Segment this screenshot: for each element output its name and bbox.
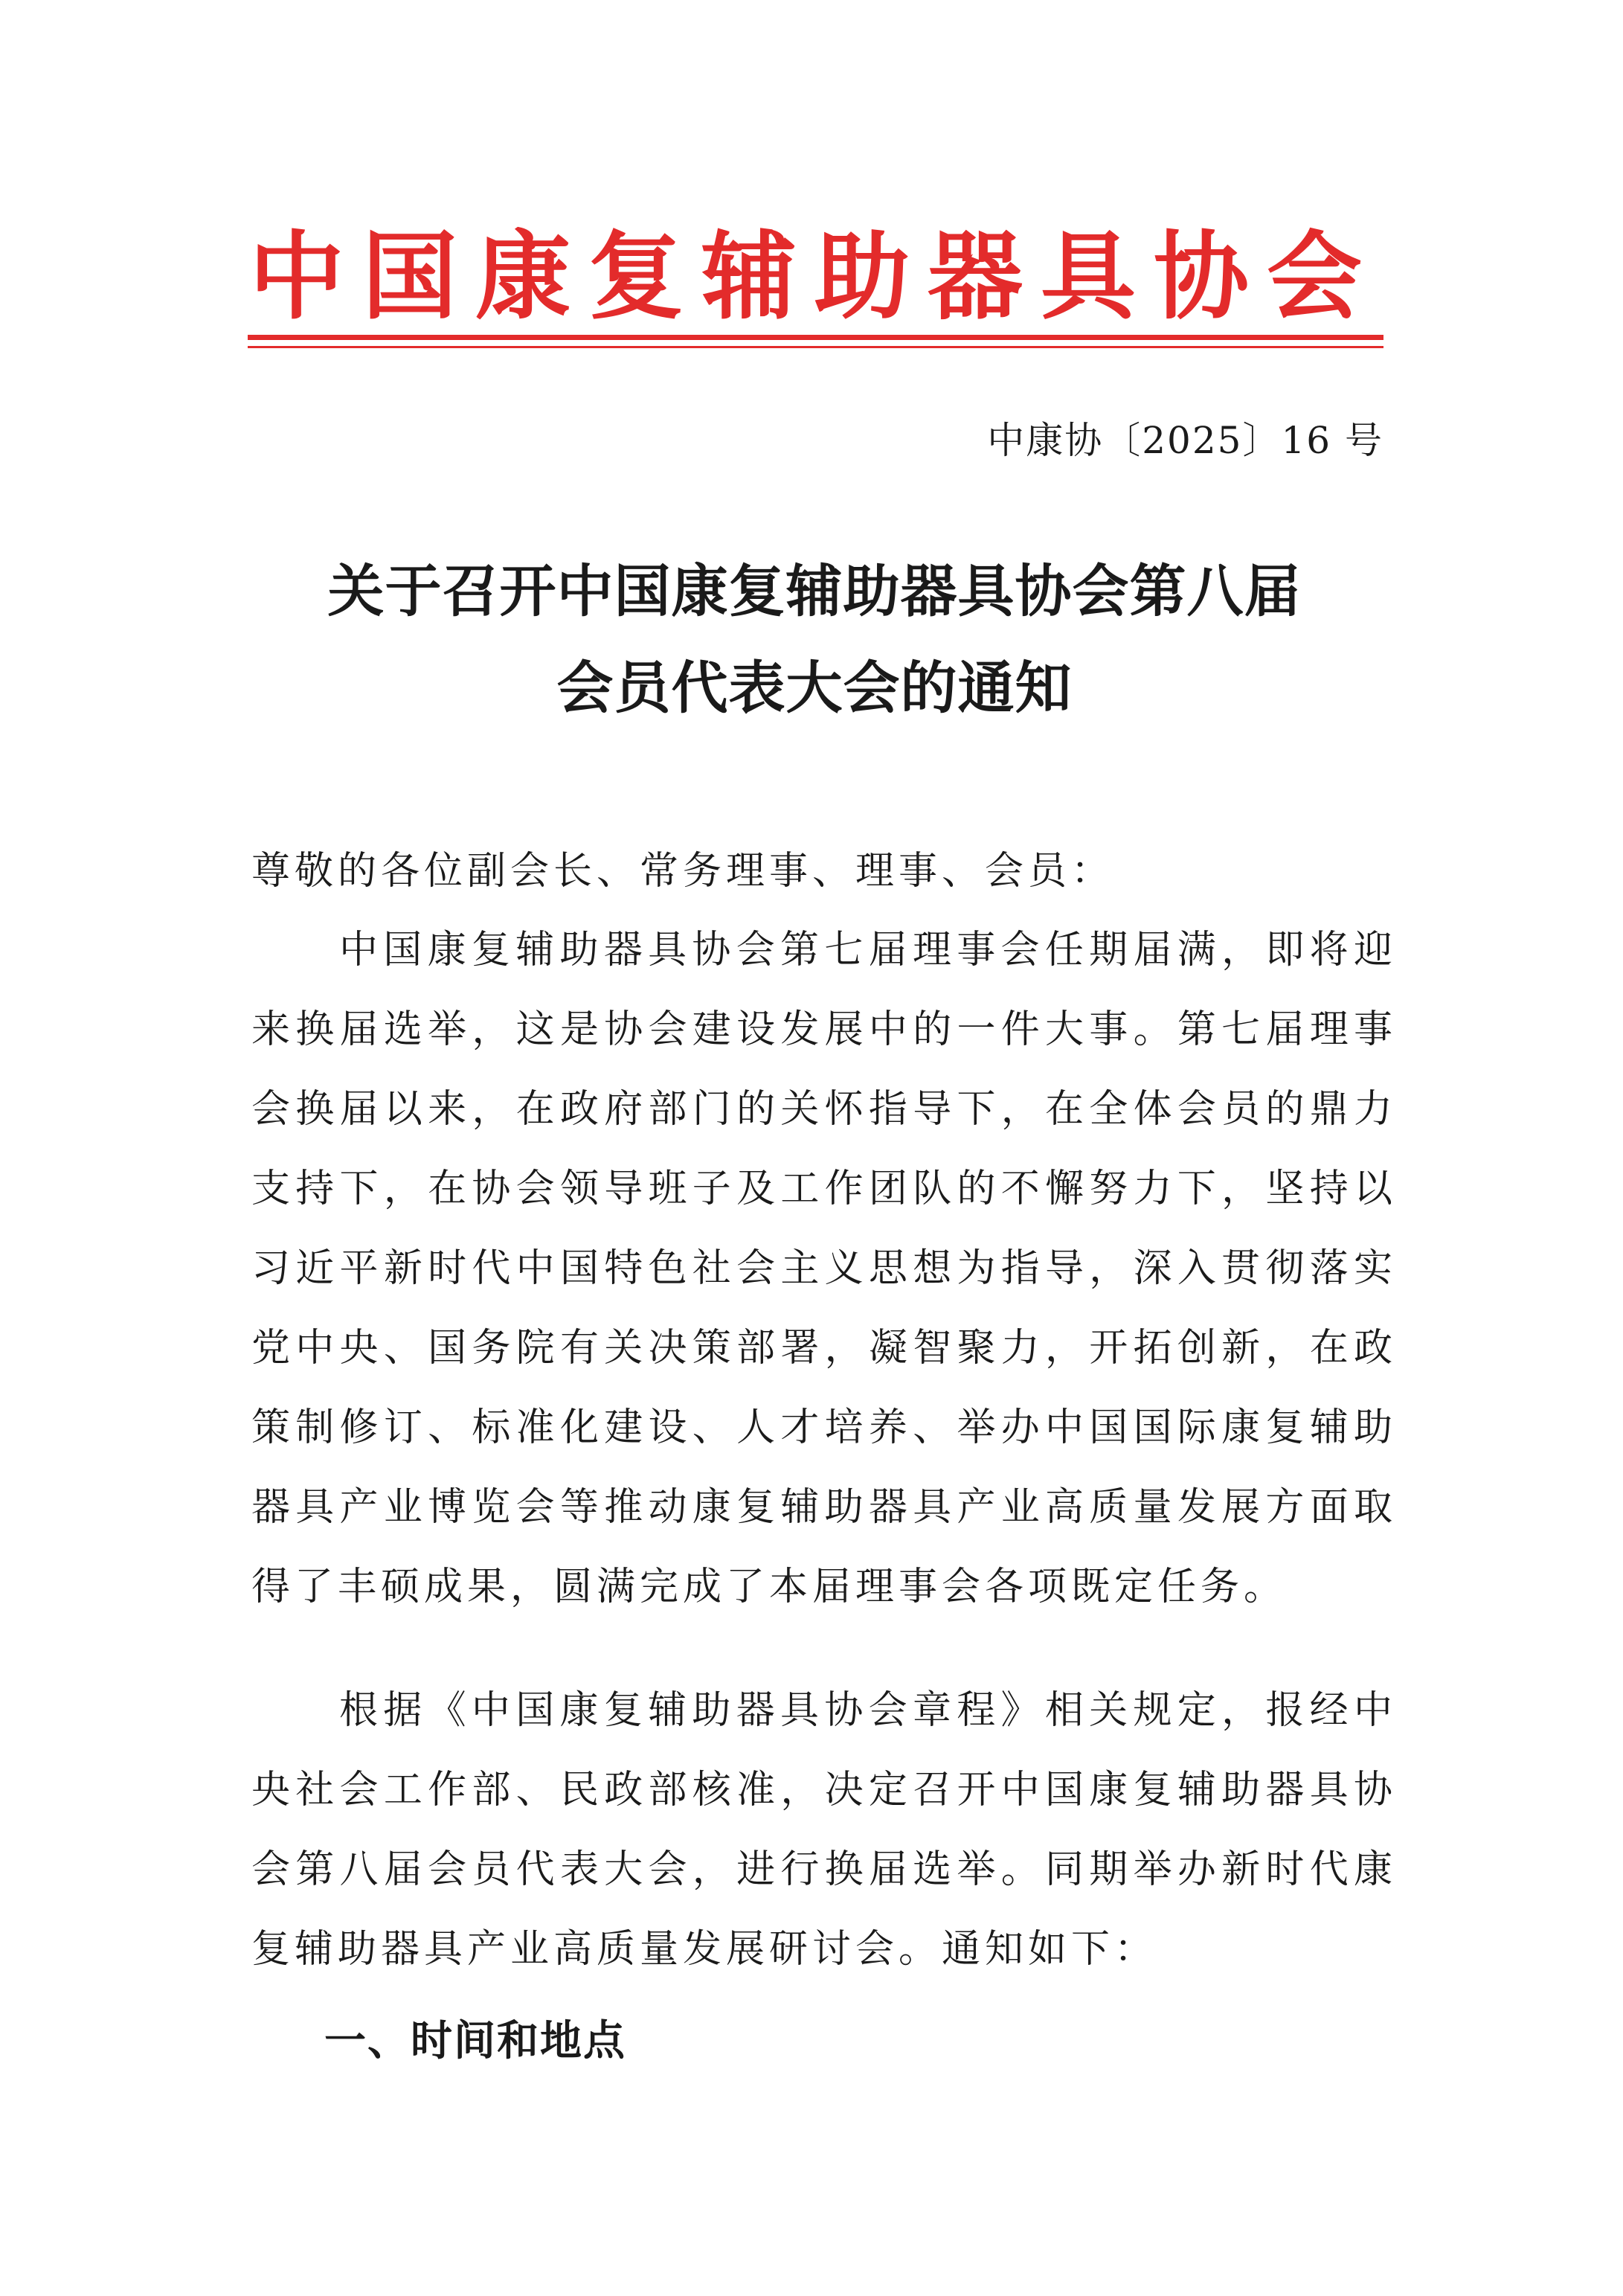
paragraph-2: 根据《中国康复辅助器具协会章程》相关规定，报经中央社会工作部、民政部核准，决定召开中国康复辅助器具协会第八届会员代表大会，进行换届选举。同期举办新时代康复辅助器具产业高质量发展研讨会。通知如下： [251,1688,1397,1972]
section-heading-time-location: 一、时间和地点 [324,2017,626,2065]
letterhead-rule-thin [248,346,1383,348]
paragraph-1: 中国康复辅助器具协会第七届理事会任期届满，即将迎来换届选举，这是协会建设发展中的一件大事。第七届理事会换届以来，在政府部门的关怀指导下，在全体会员的鼎力支持下，在协会领导班子及工作团队的不懈努力下，坚持以习近平新时代中国特色社会主义思想为指导，深入贯彻落实党中央、国务院有关决策部署，凝智聚力，开拓创新，在政策制修订、标准化建设、人才培养、举办中国国际康复辅助器具产业博览会等推动康复辅助器具产业高质量发展方面取得了丰硕成果，圆满完成了本届理事会各项既定任务。 [251,928,1397,1609]
document-number: 中康协〔2025〕16 号 [987,419,1383,462]
document-title [245,543,1383,737]
letterhead-org-name: 中国康复辅助器具协会 [248,221,1380,333]
letterhead-rule-thick [248,335,1383,340]
document-title-line-1: 关于召开中国康复辅助器具协会第八届 [327,558,1302,624]
document-title-line-2: 会员代表大会的通知 [556,655,1073,721]
salutation: 尊敬的各位副会长、常务理事、理事、会员： [251,849,1115,894]
